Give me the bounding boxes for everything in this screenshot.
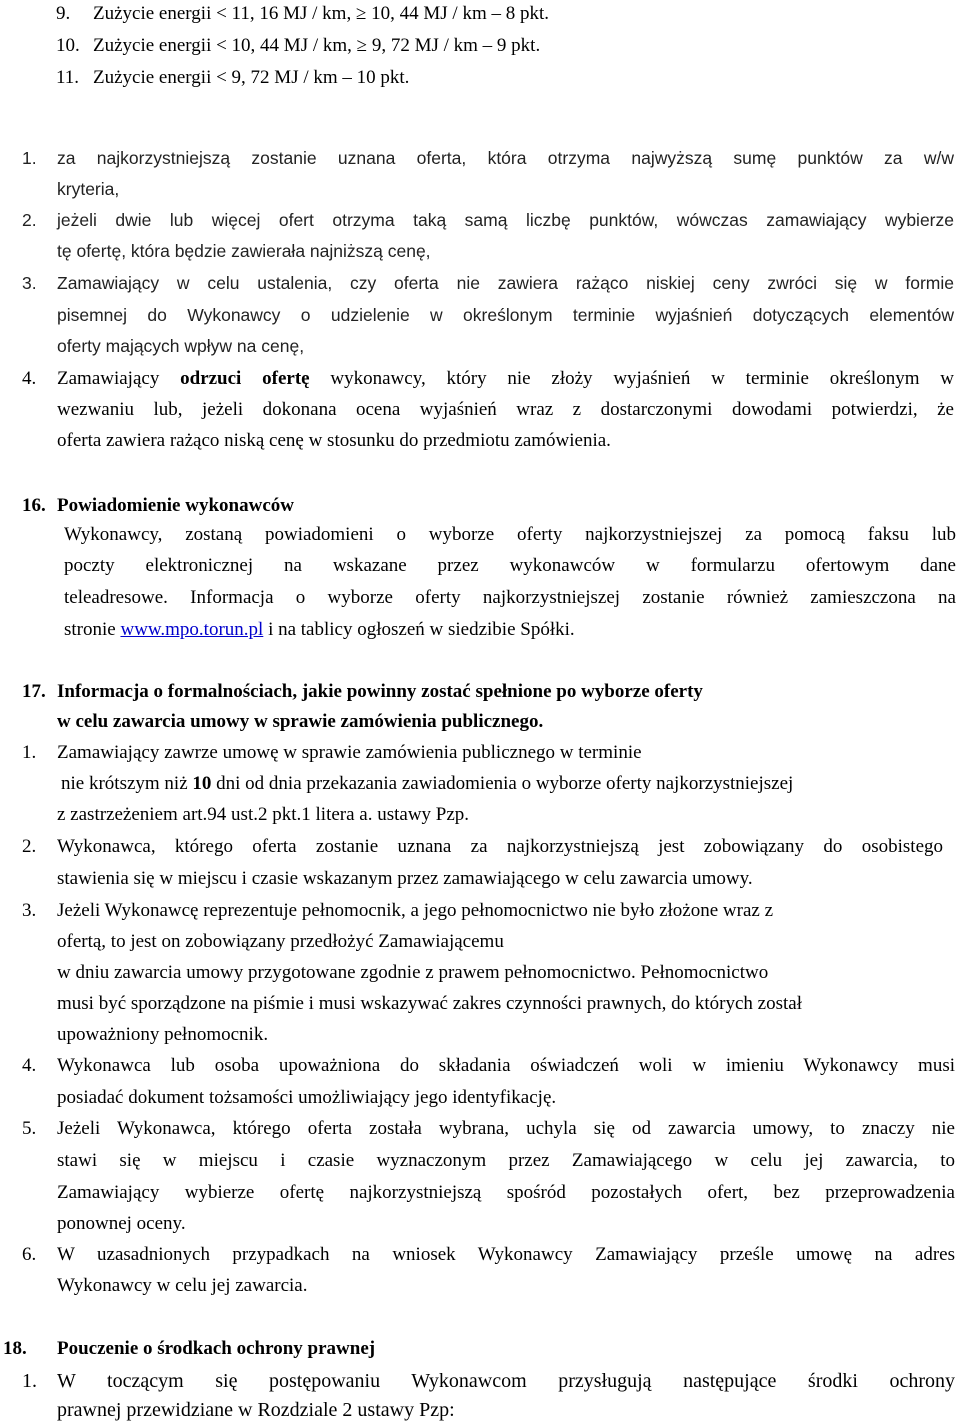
list-number: 10. bbox=[56, 35, 80, 56]
list-item-text: Zużycie energii < 9, 72 MJ / km – 10 pkt. bbox=[93, 67, 410, 88]
list-number: 4. bbox=[22, 368, 37, 389]
website-link[interactable]: www.mpo.torun.pl bbox=[120, 619, 264, 640]
section-title: Informacja o formalnościach, jakie powinny zostać spełnione po wyborze oferty bbox=[57, 681, 703, 702]
list-item-text: stawi się w miejscu i czasie wyznaczonym przez Zamawiającego w celu jej zawarcia, to bbox=[57, 1150, 955, 1171]
section-title: Powiadomienie wykonawców bbox=[57, 495, 294, 516]
list-item-text: oferty mających wpływ na cenę, bbox=[57, 336, 305, 356]
list-item-text: Zużycie energii < 10, 44 MJ / km, ≥ 9, 72 MJ / km – 9 pkt. bbox=[93, 35, 541, 56]
paragraph-line: stronie www.mpo.torun.pl i na tablicy ogłoszeń w siedzibie Spółki. bbox=[64, 619, 575, 640]
list-number: 1. bbox=[22, 148, 37, 168]
paragraph-line: Wykonawcy, zostaną powiadomieni o wyborze oferty najkorzystniejszej za pomocą faksu lub bbox=[64, 524, 956, 545]
list-item-text: W uzasadnionych przypadkach na wniosek Wykonawcy Zamawiający prześle umowę na adres bbox=[57, 1244, 955, 1265]
section-title: Pouczenie o środkach ochrony prawnej bbox=[57, 1338, 376, 1359]
list-item-text: w dniu zawarcia umowy przygotowane zgodnie z prawem pełnomocnictwo. Pełnomocnictwo bbox=[57, 962, 769, 983]
list-number: 1. bbox=[22, 1370, 37, 1392]
list-item-text: jeżeli dwie lub więcej ofert otrzyma taką samą liczbę punktów, wówczas zamawiający wybierze bbox=[57, 210, 954, 230]
list-item-text: Zamawiający wybierze ofertę najkorzystniejszą spośród pozostałych ofert, bez przeprowadzenia bbox=[57, 1182, 955, 1203]
list-number: 9. bbox=[56, 3, 71, 24]
list-item-text: Zużycie energii < 11, 16 MJ / km, ≥ 10, 44 MJ / km – 8 pkt. bbox=[93, 3, 549, 24]
list-item-text: Jeżeli Wykonawcę reprezentuje pełnomocnik, a jego pełnomocnictwo nie było złożone wraz z bbox=[57, 900, 773, 921]
list-item-text: Jeżeli Wykonawca, którego oferta została wybrana, uchyla się od zawarcia umowy, to znaczy nie bbox=[57, 1118, 955, 1139]
list-number: 3. bbox=[22, 273, 37, 293]
section-number: 18. bbox=[3, 1338, 27, 1359]
list-item-text: posiadać dokument tożsamości umożliwiający jego identyfikację. bbox=[57, 1087, 557, 1108]
list-item-text: Wykonawcy w celu jej zawarcia. bbox=[57, 1275, 308, 1296]
list-item-text: tę ofertę, która będzie zawierała najniższą cenę, bbox=[57, 241, 431, 261]
list-item-text: stawienia się w miejscu i czasie wskazanym przez zamawiającego w celu zawarcia umowy. bbox=[57, 868, 753, 889]
list-number: 2. bbox=[22, 836, 37, 857]
list-item-text: ponownej oceny. bbox=[57, 1213, 186, 1234]
paragraph-line: teleadresowe. Informacja o wyborze oferty najkorzystniejszej zostanie również zamieszczona na bbox=[64, 587, 956, 608]
list-item-text: Zamawiający odrzuci ofertę wykonawcy, który nie złoży wyjaśnień w terminie określonym w bbox=[57, 368, 954, 389]
emphasis: odrzuci ofertę bbox=[180, 368, 310, 389]
list-item-text: wezwaniu lub, jeżeli dokonana ocena wyjaśnień wraz z dostarczonymi dowodami potwierdzi, że bbox=[57, 399, 954, 420]
emphasis: 10 bbox=[192, 773, 212, 794]
paragraph-line: poczty elektronicznej na wskazane przez wykonawców w formularzu ofertowym dane bbox=[64, 555, 956, 576]
list-number: 4. bbox=[22, 1055, 37, 1076]
list-item-text: nie krótszym niż 10 dni od dnia przekazania zawiadomienia o wyborze oferty najkorzystniejszej bbox=[61, 773, 794, 794]
list-item-text: oferta zawiera rażąco niską cenę w stosunku do przedmiotu zamówienia. bbox=[57, 430, 611, 451]
list-item-text: z zastrzeżeniem art.94 ust.2 pkt.1 litera a. ustawy Pzp. bbox=[57, 804, 470, 825]
list-item-text: Wykonawca, którego oferta zostanie uznana za najkorzystniejszą jest zobowiązany do osobistego bbox=[57, 836, 943, 857]
list-number: 1. bbox=[22, 742, 37, 763]
list-number: 2. bbox=[22, 210, 37, 230]
section-title: w celu zawarcia umowy w sprawie zamówienia publicznego. bbox=[57, 711, 544, 732]
list-item-text: upoważniony pełnomocnik. bbox=[57, 1024, 269, 1045]
list-item-text: Wykonawca lub osoba upoważniona do składania oświadczeń woli w imieniu Wykonawcy musi bbox=[57, 1055, 955, 1076]
list-item-text: Zamawiający w celu ustalenia, czy oferta nie zawiera rażąco niskiej ceny zwróci się w formie bbox=[57, 273, 954, 293]
list-number: 3. bbox=[22, 900, 37, 921]
list-item-text: za najkorzystniejszą zostanie uznana oferta, która otrzyma najwyższą sumę punktów za w/w bbox=[57, 148, 954, 168]
list-item-text: kryteria, bbox=[57, 179, 120, 199]
list-number: 5. bbox=[22, 1118, 37, 1139]
section-number: 16. bbox=[22, 495, 46, 516]
list-item-text: W toczącym się postępowaniu Wykonawcom przysługują następujące środki ochrony bbox=[57, 1370, 955, 1392]
list-item-text: ofertą, to jest on zobowiązany przedłożyć Zamawiającemu bbox=[57, 931, 504, 952]
list-number: 11. bbox=[56, 67, 80, 88]
section-number: 17. bbox=[22, 681, 46, 702]
list-item-text: pisemnej do Wykonawcy o udzielenie w określonym terminie wyjaśnień dotyczących elementów bbox=[57, 305, 954, 325]
list-item-text: prawnej przewidziane w Rozdziale 2 ustawy Pzp: bbox=[57, 1399, 455, 1421]
list-item-text: Zamawiający zawrze umowę w sprawie zamówienia publicznego w terminie bbox=[57, 742, 642, 763]
list-item-text: musi być sporządzone na piśmie i musi wskazywać zakres czynności prawnych, do których został bbox=[57, 993, 802, 1014]
list-number: 6. bbox=[22, 1244, 37, 1265]
